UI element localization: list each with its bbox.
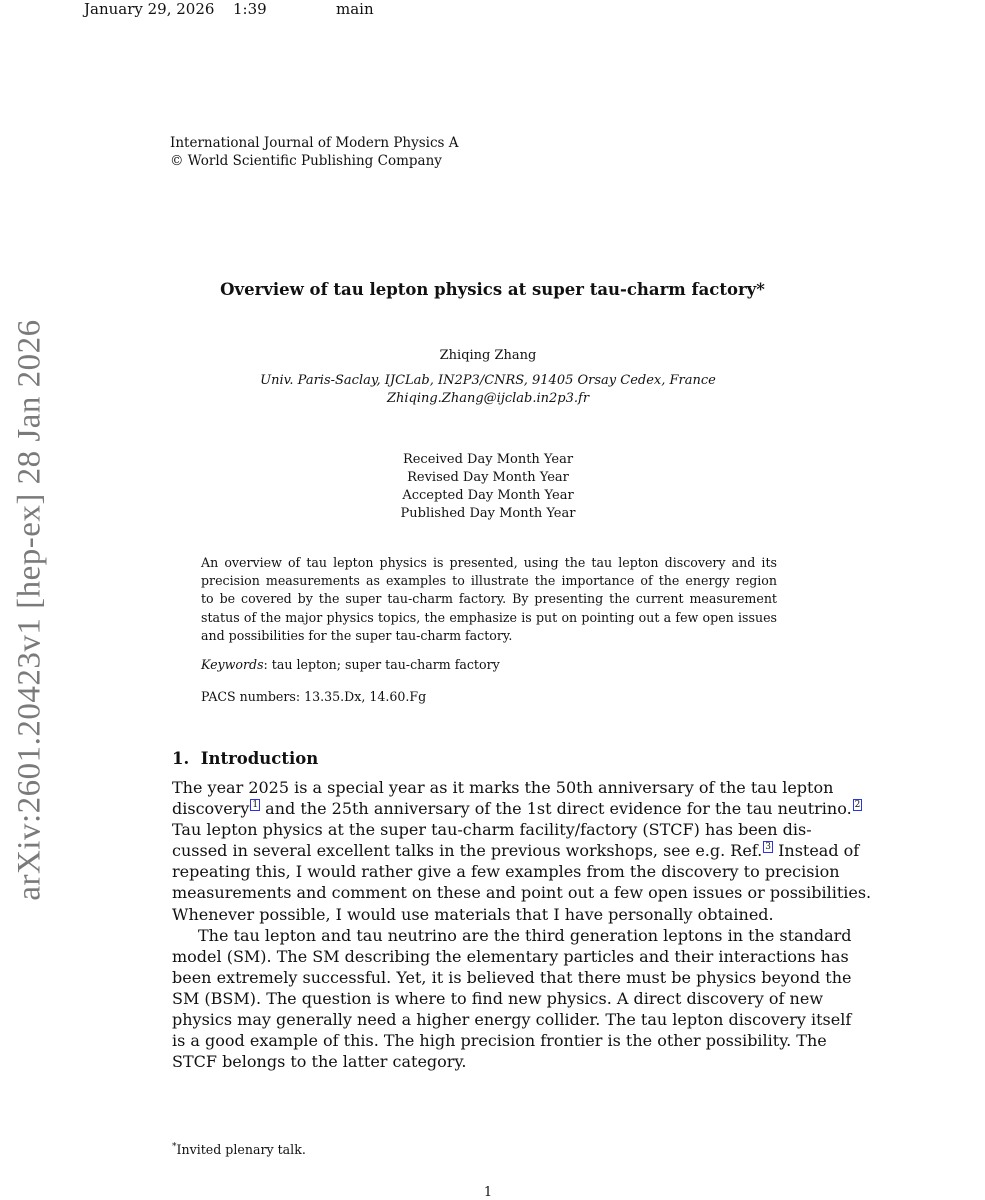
body-line: [172, 798, 861, 819]
keywords-label: Keywords: [201, 657, 264, 672]
date-accepted: Accepted Day Month Year: [402, 488, 574, 503]
abstract-line: precision measurements as examples to illustrate the importance of the energy region: [201, 573, 777, 589]
body-line: physics may generally need a higher energy collider. The tau lepton discovery itself: [172, 1010, 852, 1030]
running-header-label: main: [336, 0, 374, 18]
body-line: [172, 840, 860, 861]
date-received: Received Day Month Year: [402, 452, 574, 467]
paper-title: Overview of tau lepton physics at super tau-charm factory*: [220, 280, 765, 299]
footnote-text: Invited plenary talk.: [176, 1142, 306, 1158]
body-line: measurements and comment on these and point out a few open issues or possibilities.: [172, 883, 872, 903]
abstract: [201, 554, 777, 645]
footnote: [172, 1142, 306, 1157]
page-number: 1: [483, 1185, 493, 1200]
body-line: is a good example of this. The high precision frontier is the other possibility. The: [172, 1031, 827, 1051]
date-published: Published Day Month Year: [400, 506, 576, 521]
keywords: [201, 657, 500, 672]
body-text-span: Instead of: [772, 841, 860, 861]
abstract-line: to be covered by the super tau-charm factory. By presenting the current measurement: [201, 591, 777, 607]
body-text-span: cussed in several excellent talks in the previous workshops, see e.g. Ref.: [172, 841, 763, 861]
body-line: model (SM). The SM describing the elementary particles and their interactions has: [172, 946, 849, 966]
body-line: The tau lepton and tau neutrino are the third generation leptons in the standard: [198, 925, 852, 945]
date-revised: Revised Day Month Year: [407, 470, 569, 485]
keywords-text: : tau lepton; super tau-charm factory: [263, 657, 500, 672]
arxiv-stamp-text: arXiv:2601.20423v1 [hep-ex] 28 Jan 2026: [11, 319, 48, 901]
body-line: repeating this, I would rather give a few examples from the discovery to precision: [172, 862, 840, 882]
body-text-span: and the 25th anniversary of the 1st direct evidence for the tau neutrino.: [260, 799, 852, 819]
journal-name: International Journal of Modern Physics A: [170, 135, 459, 151]
abstract-line: status of the major physics topics, the emphasize is put on pointing out a few open issues: [201, 609, 777, 625]
body-line: The year 2025 is a special year as it marks the 50th anniversary of the tau lepton: [172, 778, 834, 797]
body-line: SM (BSM). The question is where to find new physics. A direct discovery of new: [172, 988, 824, 1008]
pacs-numbers: PACS numbers: 13.35.Dx, 14.60.Fg: [201, 689, 427, 704]
citation-link-1[interactable]: 1: [252, 800, 259, 811]
body-line: Tau lepton physics at the super tau-charm facility/factory (STCF) has been dis-: [172, 820, 812, 840]
body-line: Whenever possible, I would use materials that I have personally obtained.: [172, 904, 774, 924]
section-number: 1.: [172, 749, 190, 768]
running-header-time: 1:39: [233, 0, 267, 18]
journal-copyright: © World Scientific Publishing Company: [170, 153, 442, 169]
section-heading: [172, 749, 318, 768]
section-title: Introduction: [200, 749, 319, 768]
author-affiliation: Univ. Paris-Saclay, IJCLab, IN2P3/CNRS, 91405 Orsay Cedex, France: [260, 373, 716, 388]
abstract-line: and possibilities for the super tau-charm factory.: [201, 627, 513, 643]
abstract-line: An overview of tau lepton physics is presented, using the tau lepton discovery and its: [201, 555, 777, 570]
running-header-date: January 29, 2026: [84, 0, 215, 18]
author-email[interactable]: Zhiqing.Zhang@ijclab.in2p3.fr: [386, 391, 590, 406]
body-line: been extremely successful. Yet, it is believed that there must be physics beyond the: [172, 967, 852, 987]
author-name: Zhiqing Zhang: [439, 348, 537, 363]
citation-link-2[interactable]: 2: [854, 800, 861, 811]
footnote-mark: *: [172, 1142, 177, 1152]
body-line: STCF belongs to the latter category.: [172, 1052, 467, 1072]
body-text: [172, 777, 872, 1072]
body-text-span: discovery: [172, 799, 250, 819]
citation-link-3[interactable]: 3: [765, 842, 771, 853]
